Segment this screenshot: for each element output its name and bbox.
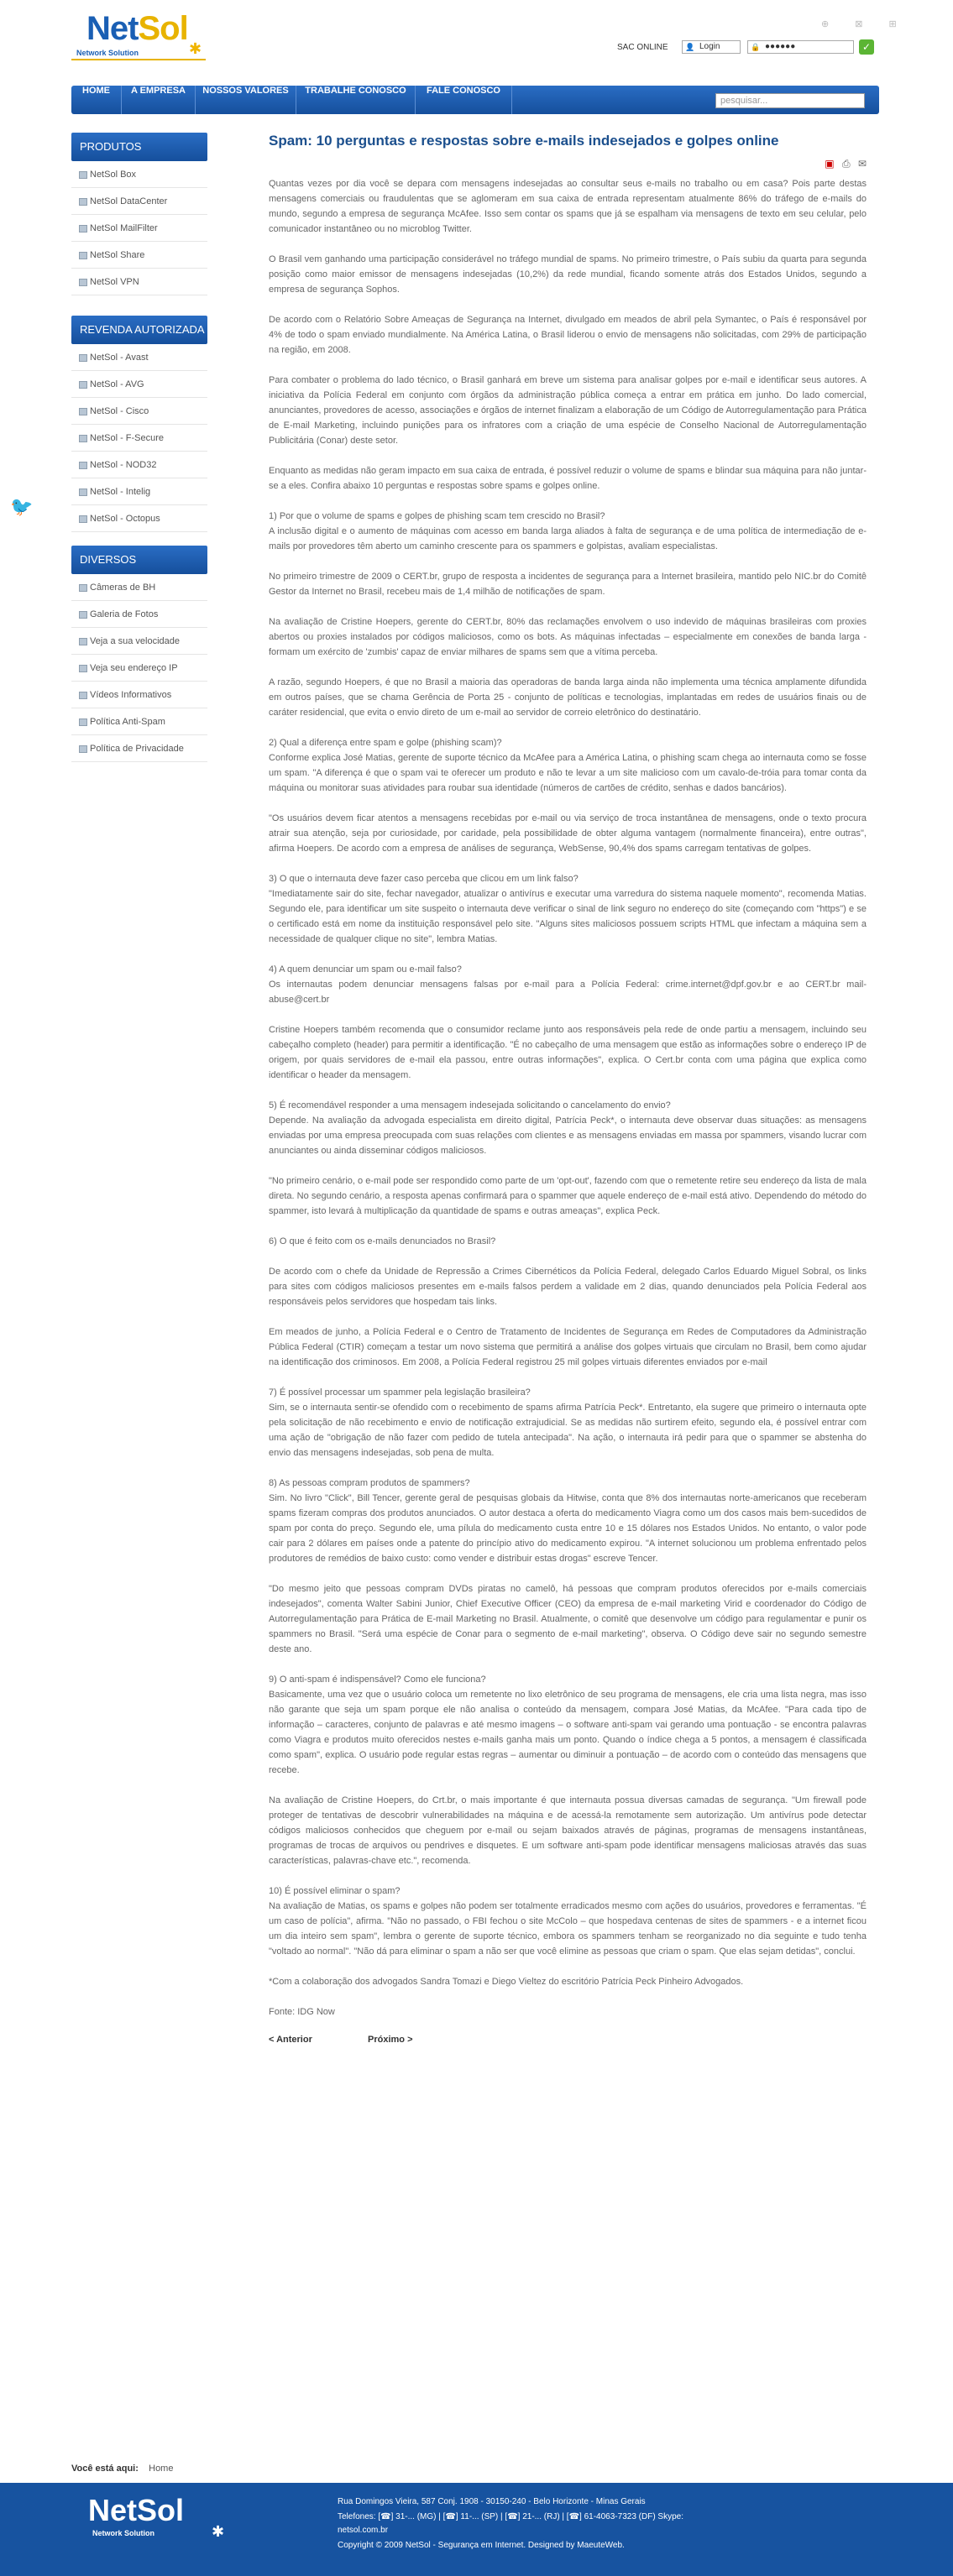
search-input[interactable]: pesquisar...	[715, 93, 865, 108]
article-paragraph: No primeiro trimestre de 2009 o CERT.br, grupo de resposta a incidentes de segurança para a Internet brasileira, mantido pelo NIC.br do Comitê Gestor da Internet no Brasil, recebeu mais de 1,4 milhão de notificações de spam.	[269, 572, 867, 597]
nav-trabalhe[interactable]: TRABALHE CONOSCO	[296, 86, 416, 114]
sidebar-item[interactable]: NetSol - NOD32	[71, 452, 207, 478]
sidebar-item[interactable]: NetSol - Intelig	[71, 478, 207, 505]
article-paragraph: O Brasil vem ganhando uma participação considerável no tráfego mundial de spams. No primeiro trimestre, o País subiu da quarta para segunda posição como maior emissor de mensagens indesejadas (10,2%) da rede mundial, ficando somente atrás dos Estados Unidos, segundo a empresa de segurança Sophos.	[269, 254, 867, 295]
sidebar-item[interactable]: NetSol MailFilter	[71, 215, 207, 242]
next-link[interactable]: Próximo >	[368, 2035, 413, 2045]
sidebar-item[interactable]: NetSol - F-Secure	[71, 425, 207, 452]
logo-underline	[71, 59, 206, 60]
sac-online-label[interactable]: SAC ONLINE	[617, 43, 668, 52]
login-input[interactable]: 👤 Login	[682, 40, 741, 54]
nav-fale[interactable]: FALE CONOSCO	[416, 86, 512, 114]
sidebar-revenda	[71, 316, 207, 532]
sidebar-item[interactable]: Política Anti-Spam	[71, 708, 207, 735]
article-paragraph: Na avaliação de Cristine Hoepers, do Crt.br, o mais importante é que internauta possua diversas camadas de segurança. "Um firewall pode proteger de tentativas de descobrir vulnerabilidades na máquina e de acessá-la remotamente sem autorização. Um antivírus pode detectar códigos maliciosos conhecidos que cheguem por e-mail ou sejam baixados através de páginas, programas de mensagens instantâneas, programas de trocas de arquivos ou pendrives e disquetes. E um software anti-spam pode identificar mensagens maliciosas através das suas características, palavras-chave etc.", recomenda.	[269, 1795, 867, 1866]
article-paragraph: 4) A quem denunciar um spam ou e-mail falso? Os internautas podem denunciar mensagens falsas por e-mail para a Polícia Federal: crime.internet@dpf.gov.br e ao CERT.br mail-abuse@cert.br	[269, 964, 867, 1005]
sidebar-item[interactable]: NetSol DataCenter	[71, 188, 207, 215]
logo[interactable]	[71, 7, 214, 65]
footer-address: Rua Domingos Vieira, 587 Conj. 1908 - 30150-240 - Belo Horizonte - Minas Gerais	[338, 2497, 646, 2506]
article-paragraph: 10) É possível eliminar o spam? Na avaliação de Matias, os spams e golpes não podem ser totalmente erradicados mesmo com ações do usuários, provedores e ferramentas. "É um caso de polícia", afirma. "Não no passado, o FBI fechou o site McColo – que hospedava centenas de sites de spammers - e a internet ficou um dia inteiro sem spam", lembra o gerente de suporte técnico, embora os spammers tenham se reorganizado no dia seguinte e tudo tenha "voltado ao normal". "Não dá para eliminar o spam a não ser que você elimine as pessoas que criam o spam. Que elas sejam detidas", conclui.	[269, 1886, 867, 1957]
article-paragraph: 1) Por que o volume de spams e golpes de phishing scam tem crescido no Brasil? A inclusão digital e o aumento de máquinas com acesso em banda larga aliados à falta de segurança e de uma política de intermediação de e-mails por provedores têm aberto um caminho crescente para os spammers e golpistas, avaliam especialistas.	[269, 511, 867, 551]
sidebar-item[interactable]: Vídeos Informativos	[71, 682, 207, 708]
article-paragraph: 5) É recomendável responder a uma mensagem indesejada solicitando o cancelamento do envio? Depende. Na avaliação da advogada especialista em direito digital, Patrícia Peck*, o internauta deve observar duas situações: as mensagens enviadas por uma empresa preocupada com suas relações com clientes e as mensagens enviadas em massa por spammers, visando lucrar com anunciantes ou ainda disseminar códigos maliciosos.	[269, 1100, 867, 1156]
password-input[interactable]: 🔒 ●●●●●●	[747, 40, 854, 54]
article-paragraph: 6) O que é feito com os e-mails denunciados no Brasil?	[269, 1236, 496, 1246]
footer-logo: NetSol	[88, 2493, 185, 2527]
footer-logo-tagline: Network Solution	[92, 2529, 154, 2537]
breadcrumb-home[interactable]: Home	[149, 2464, 174, 2474]
article-paragraph: 3) O que o internauta deve fazer caso perceba que clicou em um link falso? "Imediatamente sair do site, fechar navegador, atualizar o antivírus e executar uma varredura do sistema naquele momento", recomenda Matias. Segundo ele, para identificar um site suspeito o internauta deve verificar o sinal de link seguro no endereço do site (começando com "https") e se o certificado está em nome da instituição responsável pelo site. "Alguns sites maliciosos possuem scripts HTML que infectam a máquina sem a necessidade de qualquer clique no site", lembra Matias.	[269, 874, 867, 944]
article-paragraph: 8) As pessoas compram produtos de spammers? Sim. No livro "Click", Bill Tencer, gerente geral de pesquisas globais da Hitwise, conta que 8% dos internautas norte-americanos que receberam spams fizeram compras dos produtos anunciados. O autor destaca a oferta do medicamento Viagra como um dos casos mais bem-sucedidos de spam por conta do preço. Segundo ele, uma pílula do medicamento custa entre 10 e 15 dólares nos Estados Unidos. No entanto, o valor pode cair para 2 dólares em países onde a patente do princípio ativo do medicamento expirou. "A internet solucionou um problema enfrentado pelos produtores de remédios de baixo custo: como vender e distribuir estas drogas" escreve Tencer.	[269, 1478, 867, 1564]
article-paragraph: Para combater o problema do lado técnico, o Brasil ganhará em breve um sistema para analisar golpes por e-mail e identificar seus autores. A iniciativa da Polícia Federal em conjunto com órgãos da administração pública começa a entrar em prática em junho. Do lado comercial, anunciantes, provedores de acesso, associações e órgãos de internet finalizam a elaboração de um Código de Autorregulamentação para Prática de E-mail Marketing, incluindo punições para os infratores com a criação de uma espécie de Conselho Nacional de Autorregulamentação Publicitária (Conar) deste setor.	[269, 375, 867, 446]
sidebar-produtos	[71, 133, 207, 295]
footer-phones: Telefones: [☎] 31-... (MG) | [☎] 11-... (SP) | [☎] 21-... (RJ) | [☎] 61-4063-7323 (DF) Skype:	[338, 2512, 683, 2521]
article-paragraph: Fonte: IDG Now	[269, 2007, 335, 2017]
article-paragraph: A razão, segundo Hoepers, é que no Brasil a maioria das operadoras de banda larga ainda não implementa uma técnica amplamente difundida em outros países, que se chama Gerência de Porta 25 - conjunto de políticas e tecnologias, implantadas em redes de usuários finais ou de caráter residencial, que evita o envio direto de um e-mail ao servidor de correio eletrônico do destinatário.	[269, 677, 867, 718]
sidebar-heading: PRODUTOS	[71, 133, 207, 161]
star-icon: ✱	[189, 40, 202, 57]
article-body	[269, 176, 867, 2020]
sidebar-item[interactable]: NetSol - Avast	[71, 344, 207, 371]
sidebar-item[interactable]: Veja seu endereço IP	[71, 655, 207, 682]
sidebar-item[interactable]: Veja a sua velocidade	[71, 628, 207, 655]
article-tools	[269, 158, 867, 176]
sidebar-diversos	[71, 546, 207, 762]
article-paragraph: 9) O anti-spam é indispensável? Como ele funciona? Basicamente, uma vez que o usuário coloca um remetente no lixo eletrônico de seu programa de mensagens, ele cria uma lista negra, mas isso não garante que seja um spam porque ele não analisa o conteúdo da mensagem, compara José Matias, da McAfee. "Para cada tipo de informação – caracteres, conjunto de palavras e até mesmo imagens – o software anti-spam vai gerando uma pontuação - se encontra palavras como Viagra e produtos muito oferecidos nestes e-mails ganha mais um ponto. Quando o índice chega a 5 pontos, a mensagem é classificada como spam", explica. O usuário pode regular estas regras – aumentar ou diminuir a pontuação – de acordo com o conteúdo das mensagens que recebe.	[269, 1675, 867, 1775]
footer	[0, 2483, 953, 2576]
article-paragraph: Quantas vezes por dia você se depara com mensagens indesejadas ao consultar seus e-mails no trabalho ou em casa? Pois parte destas mensagens comerciais ou fraudulentas que se aglomeram em sua caixa de entrada representam atualmente 86% do tráfego de e-mails do mundo, segundo a empresa de segurança McAfee. Isso sem contar os spams que já se espalham via mensagens de texto em seu celular, pelo comunicador instantâneo ou no microblog Twitter.	[269, 179, 867, 234]
logo-tagline: Network Solution	[76, 49, 139, 57]
sidebar-item[interactable]: Galeria de Fotos	[71, 601, 207, 628]
nav-valores[interactable]: NOSSOS VALORES	[196, 86, 296, 114]
article-paragraph: 7) É possível processar um spammer pela legislação brasileira? Sim, se o internauta sentir-se ofendido com o recebimento de spams afirma Patrícia Peck*. Entretanto, ela sugere que primeiro o internauta opte pela solicitação de não recebimento e envio de notificação extrajudicial. Se as medidas não surtirem efeito, segundo ela, é possível entrar com uma ação de "obrigação de não fazer com pedido de tutela antecipada". Na ação, o internauta irá pedir para que o spammer se abstenha do envio das mensagens indesejadas, sob pena de multa.	[269, 1387, 867, 1458]
article-paragraph: Enquanto as medidas não geram impacto em sua caixa de entrada, é possível reduzir o volume de spams e blindar sua máquina para não juntar-se a eles. Confira abaixo 10 perguntas e respostas sobre spams e golpes online.	[269, 466, 867, 491]
top-utility-icons[interactable]: ⊕ ⊠ ⊞	[821, 19, 908, 29]
sidebar-item[interactable]: NetSol Share	[71, 242, 207, 269]
article-paragraph: "No primeiro cenário, o e-mail pode ser respondido como parte de um 'opt-out', fazendo com que o remetente retire seu endereço da lista de mala direta. No segundo cenário, a resposta apenas confirmará para o spammer que aquele endereço de e-mail está ativo. Dependendo do método do spammer, isto levará à multiplicação da quantidade de spams e outras ameaças", explica Peck.	[269, 1176, 867, 1216]
sidebar-heading: DIVERSOS	[71, 546, 207, 574]
nav-home[interactable]: HOME	[71, 86, 122, 114]
sidebar-item[interactable]: NetSol Box	[71, 161, 207, 188]
article-paragraph: Cristine Hoepers também recomenda que o consumidor reclame junto aos responsáveis pela rede de onde partiu a mensagem, incluindo seu cabeçalho completo (header) para permitir a identificação. "É no cabeçalho de uma mensagem que estão as informações sobre o endereço IP de origem, por quais servidores de e-mail ela passou, entre outras informações", explica. O Cert.br conta com uma página que explica como identificar o header da mensagem.	[269, 1025, 867, 1080]
sidebar-item[interactable]: NetSol - Octopus	[71, 505, 207, 532]
sidebar-item[interactable]: NetSol - AVG	[71, 371, 207, 398]
sidebar-item[interactable]: Câmeras de BH	[71, 574, 207, 601]
footer-site[interactable]: netsol.com.br	[338, 2526, 389, 2535]
sidebar-heading: REVENDA AUTORIZADA	[71, 316, 207, 344]
print-icon[interactable]: ⎙	[841, 158, 851, 170]
sidebar-item[interactable]: NetSol VPN	[71, 269, 207, 295]
article-paragraph: 2) Qual a diferença entre spam e golpe (phishing scam)? Conforme explica José Matias, gerente de suporte técnico da McAfee para a América Latina, o phishing scam chega ao internauta como se fosse um spam. "A diferença é que o spam vai te oferecer um produto e não te levar a um site malicioso com um cavalo-de-tróia para tomar conta da máquina ou monitorar suas atividades para roubar sua identidade (números de cartões de crédito, senhas e dados bancários).	[269, 738, 867, 793]
pagination	[269, 2035, 867, 2048]
twitter-bird-icon[interactable]: 🐦	[10, 496, 34, 517]
article-paragraph: De acordo com o Relatório Sobre Ameaças de Segurança na Internet, divulgado em meados de abril pela Symantec, o País é responsável por 4% de todo o spam enviado mundialmente. Na América Latina, o Brasil liderou o envio de mensagens não solicitadas, com 29% de participação na região, em 2008.	[269, 315, 867, 355]
article-paragraph: "Os usuários devem ficar atentos a mensagens recebidas por e-mail ou via serviço de troca instantânea de mensagens, onde o texto procura atrair sua atenção, seja por curiosidade, por caridade, pela possibilidade de obter alguma vantagem (normalmente financeira), entre outras", afirma Hoepers. De acordo com a empresa de análises de segurança, WebSense, 90,4% dos spams carregam tentativas de golpes.	[269, 813, 867, 854]
sidebar-item[interactable]: Política de Privacidade	[71, 735, 207, 762]
logo-text: NetSol	[86, 10, 188, 47]
sidebar-item[interactable]: NetSol - Cisco	[71, 398, 207, 425]
article-paragraph: Em meados de junho, a Polícia Federal e o Centro de Tratamento de Incidentes de Segurança em Redes de Computadores da Administração Pública Federal (CTIR) começam a testar um novo sistema que permitirá a análise dos golpes virtuais que circulam no Brasil, bem como ajudar na identificação dos criminosos. Em 2008, a Polícia Federal registrou 25 mil golpes virtuais diferentes enviados por e-mail	[269, 1327, 867, 1367]
email-icon[interactable]: ✉	[857, 158, 867, 170]
nav-empresa[interactable]: A EMPRESA	[122, 86, 196, 114]
article-paragraph: *Com a colaboração dos advogados Sandra Tomazi e Diego Vieltez do escritório Patrícia Peck Pinheiro Advogados.	[269, 1977, 744, 1987]
pdf-icon[interactable]: ▣	[825, 158, 835, 170]
login-submit-button[interactable]: ✓	[859, 39, 874, 55]
prev-link[interactable]: < Anterior	[269, 2035, 312, 2045]
footer-copyright: Copyright © 2009 NetSol - Segurança em Internet. Designed by MaeuteWeb.	[338, 2541, 625, 2550]
article-title: Spam: 10 perguntas e respostas sobre e-mails indesejados e golpes online	[269, 133, 779, 149]
article-paragraph: De acordo com o chefe da Unidade de Repressão a Crimes Cibernéticos da Polícia Federal, delegado Carlos Eduardo Miguel Sobral, os links para sites com códigos maliciosos presentes em e-mails falsos perdem a validade em 2 dias, quando denunciados pela Polícia Federal aos responsáveis pelos servidores que hospedam tais links.	[269, 1267, 867, 1307]
breadcrumb: Você está aqui: Home	[71, 2464, 174, 2474]
article-paragraph: "Do mesmo jeito que pessoas compram DVDs piratas no camelô, há pessoas que compram produtos oferecidos por e-mails comerciais indesejados", comenta Walter Sabini Junior, Chief Executive Officer (CEO) da empresa de e-mail marketing Virid e coordenador do Código de Autorregulamentação para Prática de E-mail Marketing no Brasil. Atualmente, o comitê que desenvolve um código para regulamentar e punir os spammers no Brasil. "Será uma espécie de Conar para o segmento de e-mail marketing", observa. O Código deve sair no segundo semestre deste ano.	[269, 1584, 867, 1654]
article-paragraph: Na avaliação de Cristine Hoepers, gerente do CERT.br, 80% das reclamações envolvem o uso indevido de máquinas brasileiras com proxies abertos ou proxies instalados por códigos maliciosos, como os bots. As máquinas infectadas – especialmente em conexões de banda larga - formam um exército de 'zumbis' capaz de enviar milhares de spams sem que a vítima perceba.	[269, 617, 867, 657]
star-icon: ✱	[212, 2523, 225, 2540]
article	[269, 133, 867, 2048]
